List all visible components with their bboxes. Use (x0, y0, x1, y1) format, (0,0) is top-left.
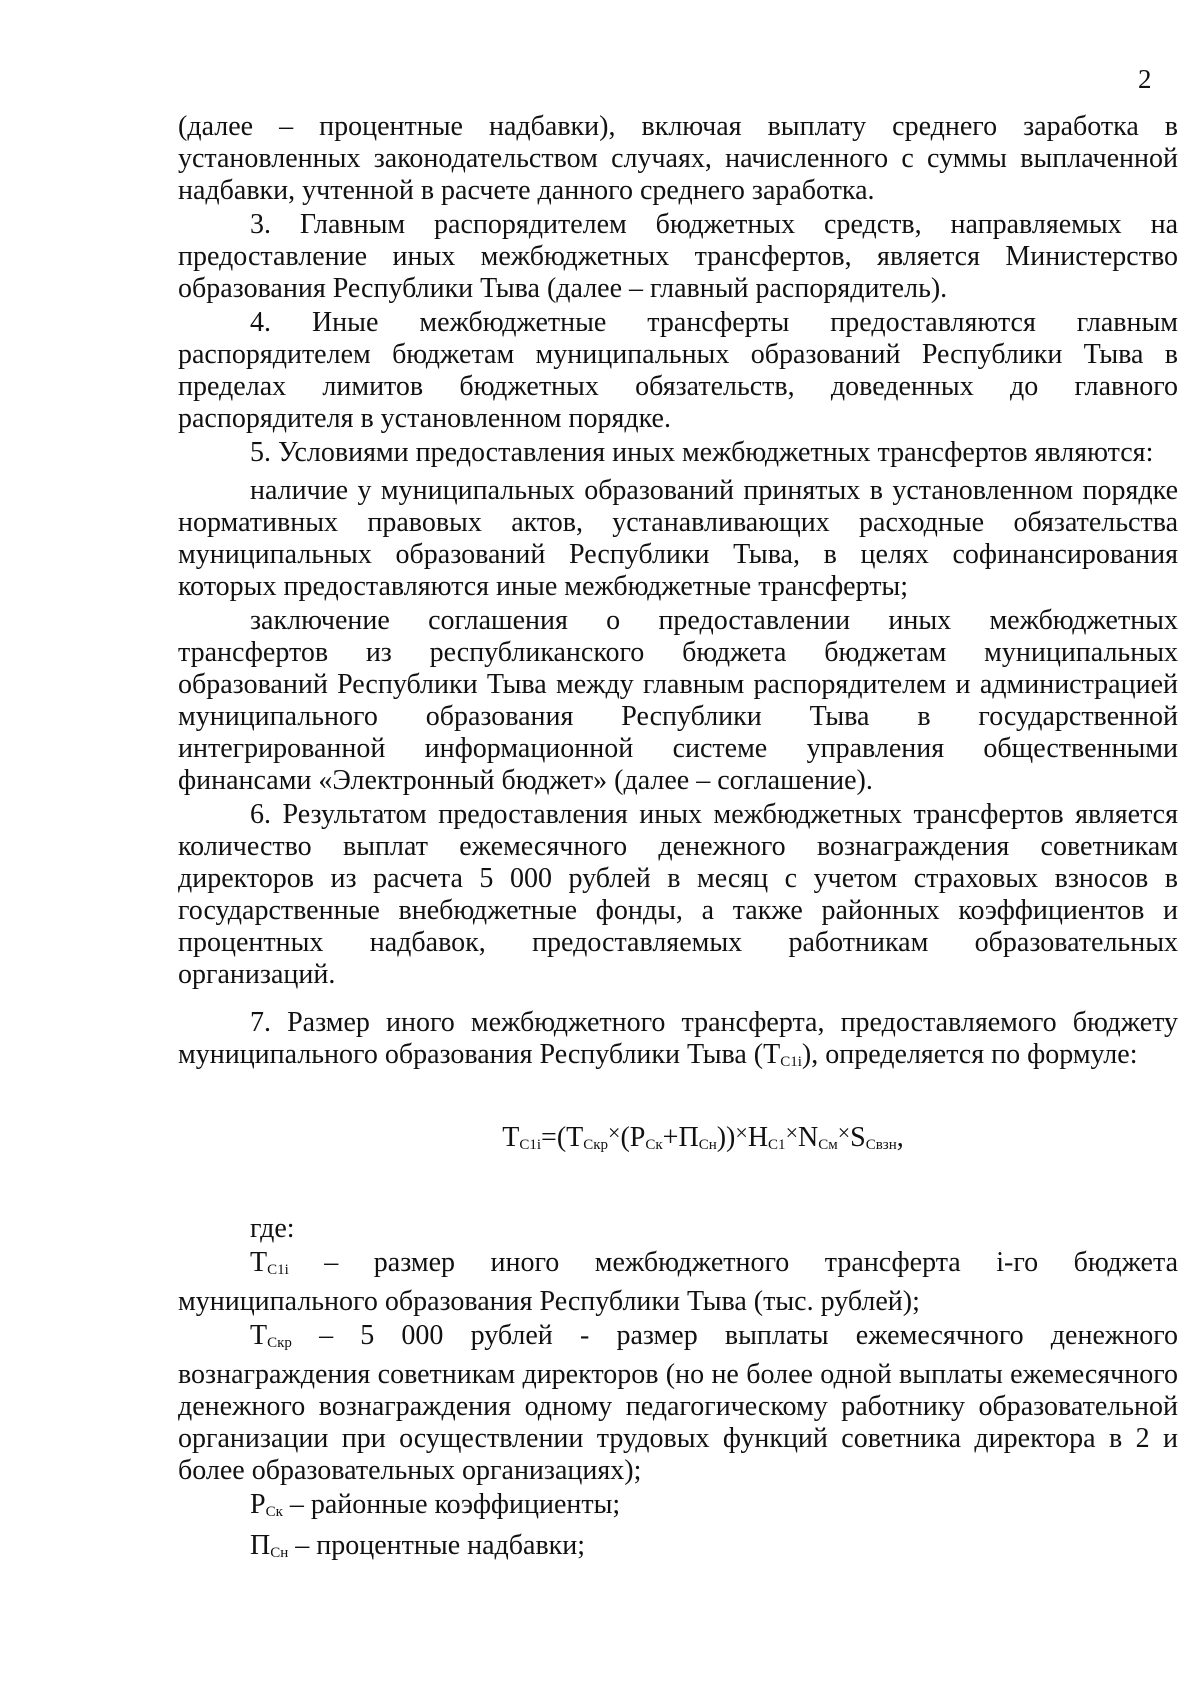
paragraph: наличие у муниципальных образований принятых в установленном порядке нормативных правовых актов, устанавливающих расходные обязательства муниципальных образований Республики Тыва, в целях софинансирования которых предоставляются иные межбюджетные трансферты; (178, 475, 1178, 602)
paragraph-7: 7. Размер иного межбюджетного трансферта, предоставляемого бюджету муниципального образования Республики Тыва $(Т_{C1i})$, определяется по формуле: (178, 1007, 1178, 1070)
page-number: 2 (1138, 64, 1152, 94)
definition: $Т_{Скр} - 5$ 000 рублей - размер выплаты ежемесячного денежного вознаграждения советникам директоров (но не более одной выплаты ежемесячного денежного вознаграждения одному педагогическому работнику образовательной организации при осуществлении трудовых функций советника директора в 2 и более образовательных организациях); (178, 1320, 1178, 1486)
paragraph: 3. Главным распорядителем бюджетных средств, направляемых на предоставление иных межбюджетных трансфертов, является Министерство образования Республики Тыва (далее – главный распорядитель). (178, 209, 1178, 304)
definition: $П_{Сн}$ – процентные надбавки; (250, 1530, 586, 1561)
paragraph: заключение соглашения о предоставлении иных межбюджетных трансфертов из республиканского бюджета бюджетам муниципальных образований Республики Тыва между главным распорядителем и администрацией муниципального образования Республики Тыва в государственной интегрированной информационной системе управления общественными финансами «Электронный бюджет» (далее – соглашение). (178, 605, 1178, 796)
paragraph: 4. Иные межбюджетные трансферты предоставляются главным распорядителем бюджетам муниципальных образований Республики Тыва в пределах лимитов бюджетных обязательств, доведенных до главного распорядителя в установленном порядке. (178, 307, 1178, 434)
document-body (178, 111, 1178, 1571)
where-label: где: (250, 1213, 295, 1244)
paragraph: 5. Условиями предоставления иных межбюджетных трансфертов являются: (250, 437, 1154, 468)
definition: $Р_{Ск}$ – районные коэффициенты; (250, 1489, 621, 1520)
formula: $Т_{C1i}=(Т_{Скр}^\times(Р_{Ск}+П_{Сн}))^\times Н_{С1}^\times N_{См}^\times S_{Свзн}$, (502, 1120, 904, 1153)
paragraph: (далее – процентные надбавки), включая выплату среднего заработка в установленных законодательством случаях, начисленного с суммы выплаченной надбавки, учтенной в расчете данного среднего заработка. (178, 111, 1178, 206)
paragraph: 6. Результатом предоставления иных межбюджетных трансфертов является количество выплат ежемесячного денежного вознаграждения советникам директоров из расчета 5 000 рублей в месяц с учетом страховых взносов в государственные внебюджетные фонды, а также районных коэффициентов и процентных надбавок, предоставляемых работникам образовательных организаций. (178, 799, 1178, 990)
definition: $Т_{C1i}$ – размер иного межбюджетного трансферта i-го бюджета муниципального образования Республики Тыва (тыс. рублей); (178, 1247, 1178, 1317)
